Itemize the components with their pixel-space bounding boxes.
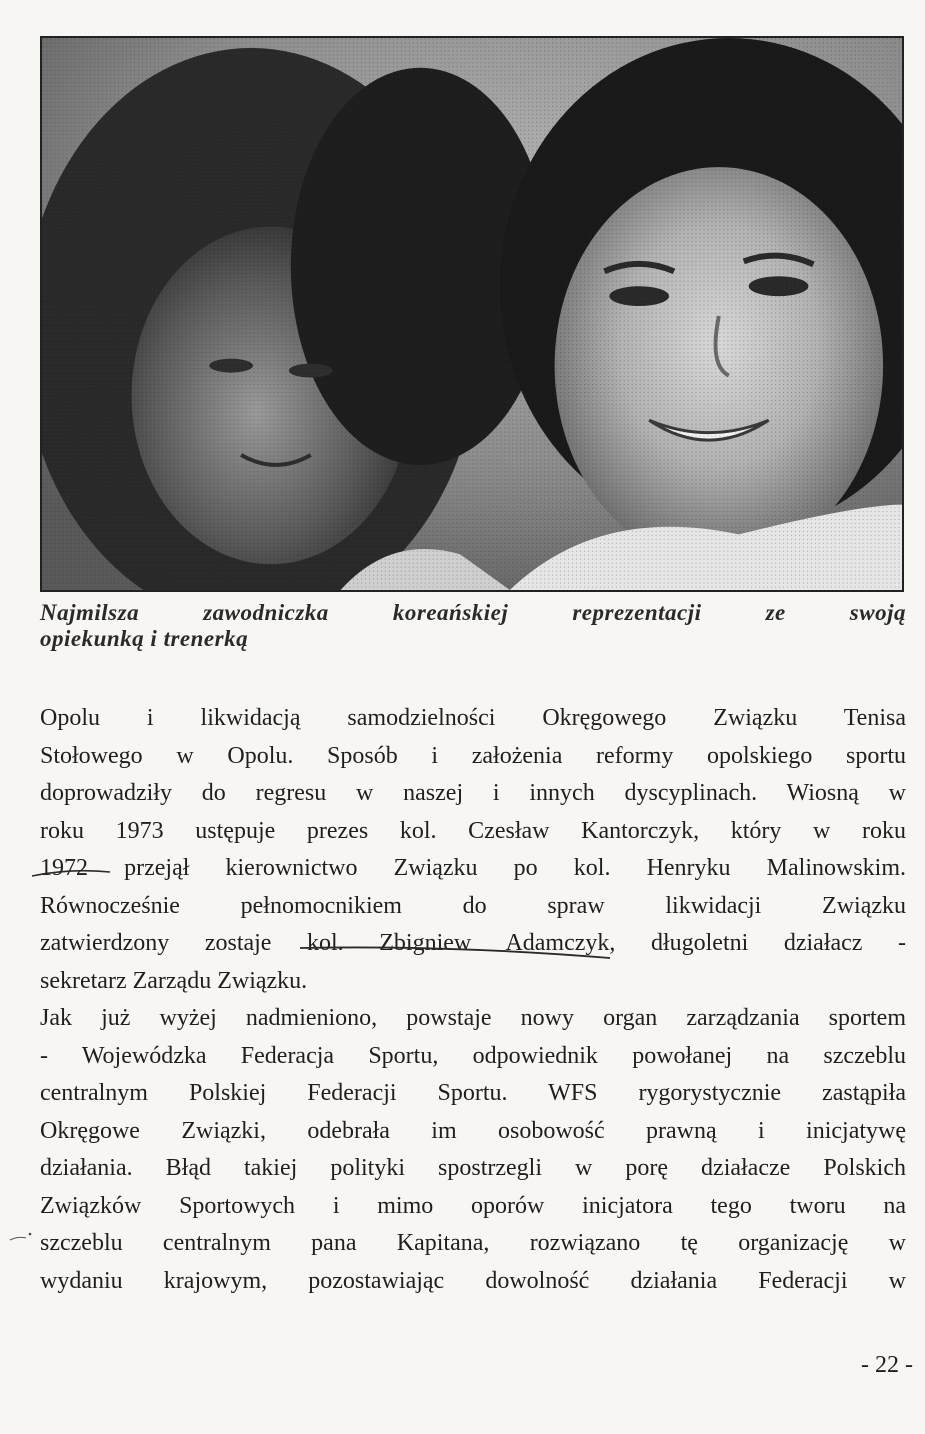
body-paragraphs: [40, 700, 906, 1300]
margin-speck: [8, 1230, 38, 1244]
body-line: roku 1973 ustępuje prezes kol. Czesław Kantorczyk, który w roku: [40, 817, 906, 844]
body-line: Jak już wyżej nadmieniono, powstaje nowy organ zarządzania sportem: [40, 1005, 906, 1031]
body-line: Opolu i likwidacją samodzielności Okręgowego Związku Tenisa: [40, 705, 906, 731]
body-line: Okręgowe Związki, odebrała im osobowość prawną i inicjatywę: [40, 1117, 906, 1144]
body-line: sekretarz Zarządu Związku.: [40, 967, 308, 994]
body-line: centralnym Polskiej Federacji Sportu. WFS rygorystycznie zastąpiła: [40, 1080, 906, 1106]
body-line: Stołowego w Opolu. Sposób i założenia reformy opolskiego sportu: [40, 742, 906, 769]
caption-line-1: Najmilsza zawodniczka koreańskiej reprezentacji ze swoją: [40, 600, 906, 625]
photo-two-women: [40, 36, 904, 592]
body-line: 1972 przejął kierownictwo Związku po kol. Henryku Malinowskim.: [40, 855, 906, 881]
body-line: Związków Sportowych i mimo oporów inicjatora tego tworu na: [40, 1192, 906, 1219]
photo-caption: [40, 600, 906, 652]
body-line: Równocześnie pełnomocnikiem do spraw likwidacji Związku: [40, 892, 906, 919]
halftone-photo: [42, 38, 902, 590]
caption-line-2: opiekunką i trenerką: [40, 626, 249, 651]
page-number: - 22 -: [861, 1352, 913, 1378]
body-line: zatwierdzony zostaje kol. Zbigniew Adamczyk, długoletni działacz -: [40, 930, 906, 956]
body-line: działania. Błąd takiej polityki spostrzegli w porę działacze Polskich: [40, 1155, 906, 1181]
body-line: wydaniu krajowym, pozostawiając dowolność działania Federacji w: [40, 1267, 906, 1294]
body-line: - Wojewódzka Federacja Sportu, odpowiednik powołanej na szczeblu: [40, 1042, 906, 1069]
body-line: doprowadziły do regresu w naszej i innych dyscyplinach. Wiosną w: [40, 780, 906, 806]
body-line: szczeblu centralnym pana Kapitana, rozwiązano tę organizację w: [40, 1230, 906, 1256]
